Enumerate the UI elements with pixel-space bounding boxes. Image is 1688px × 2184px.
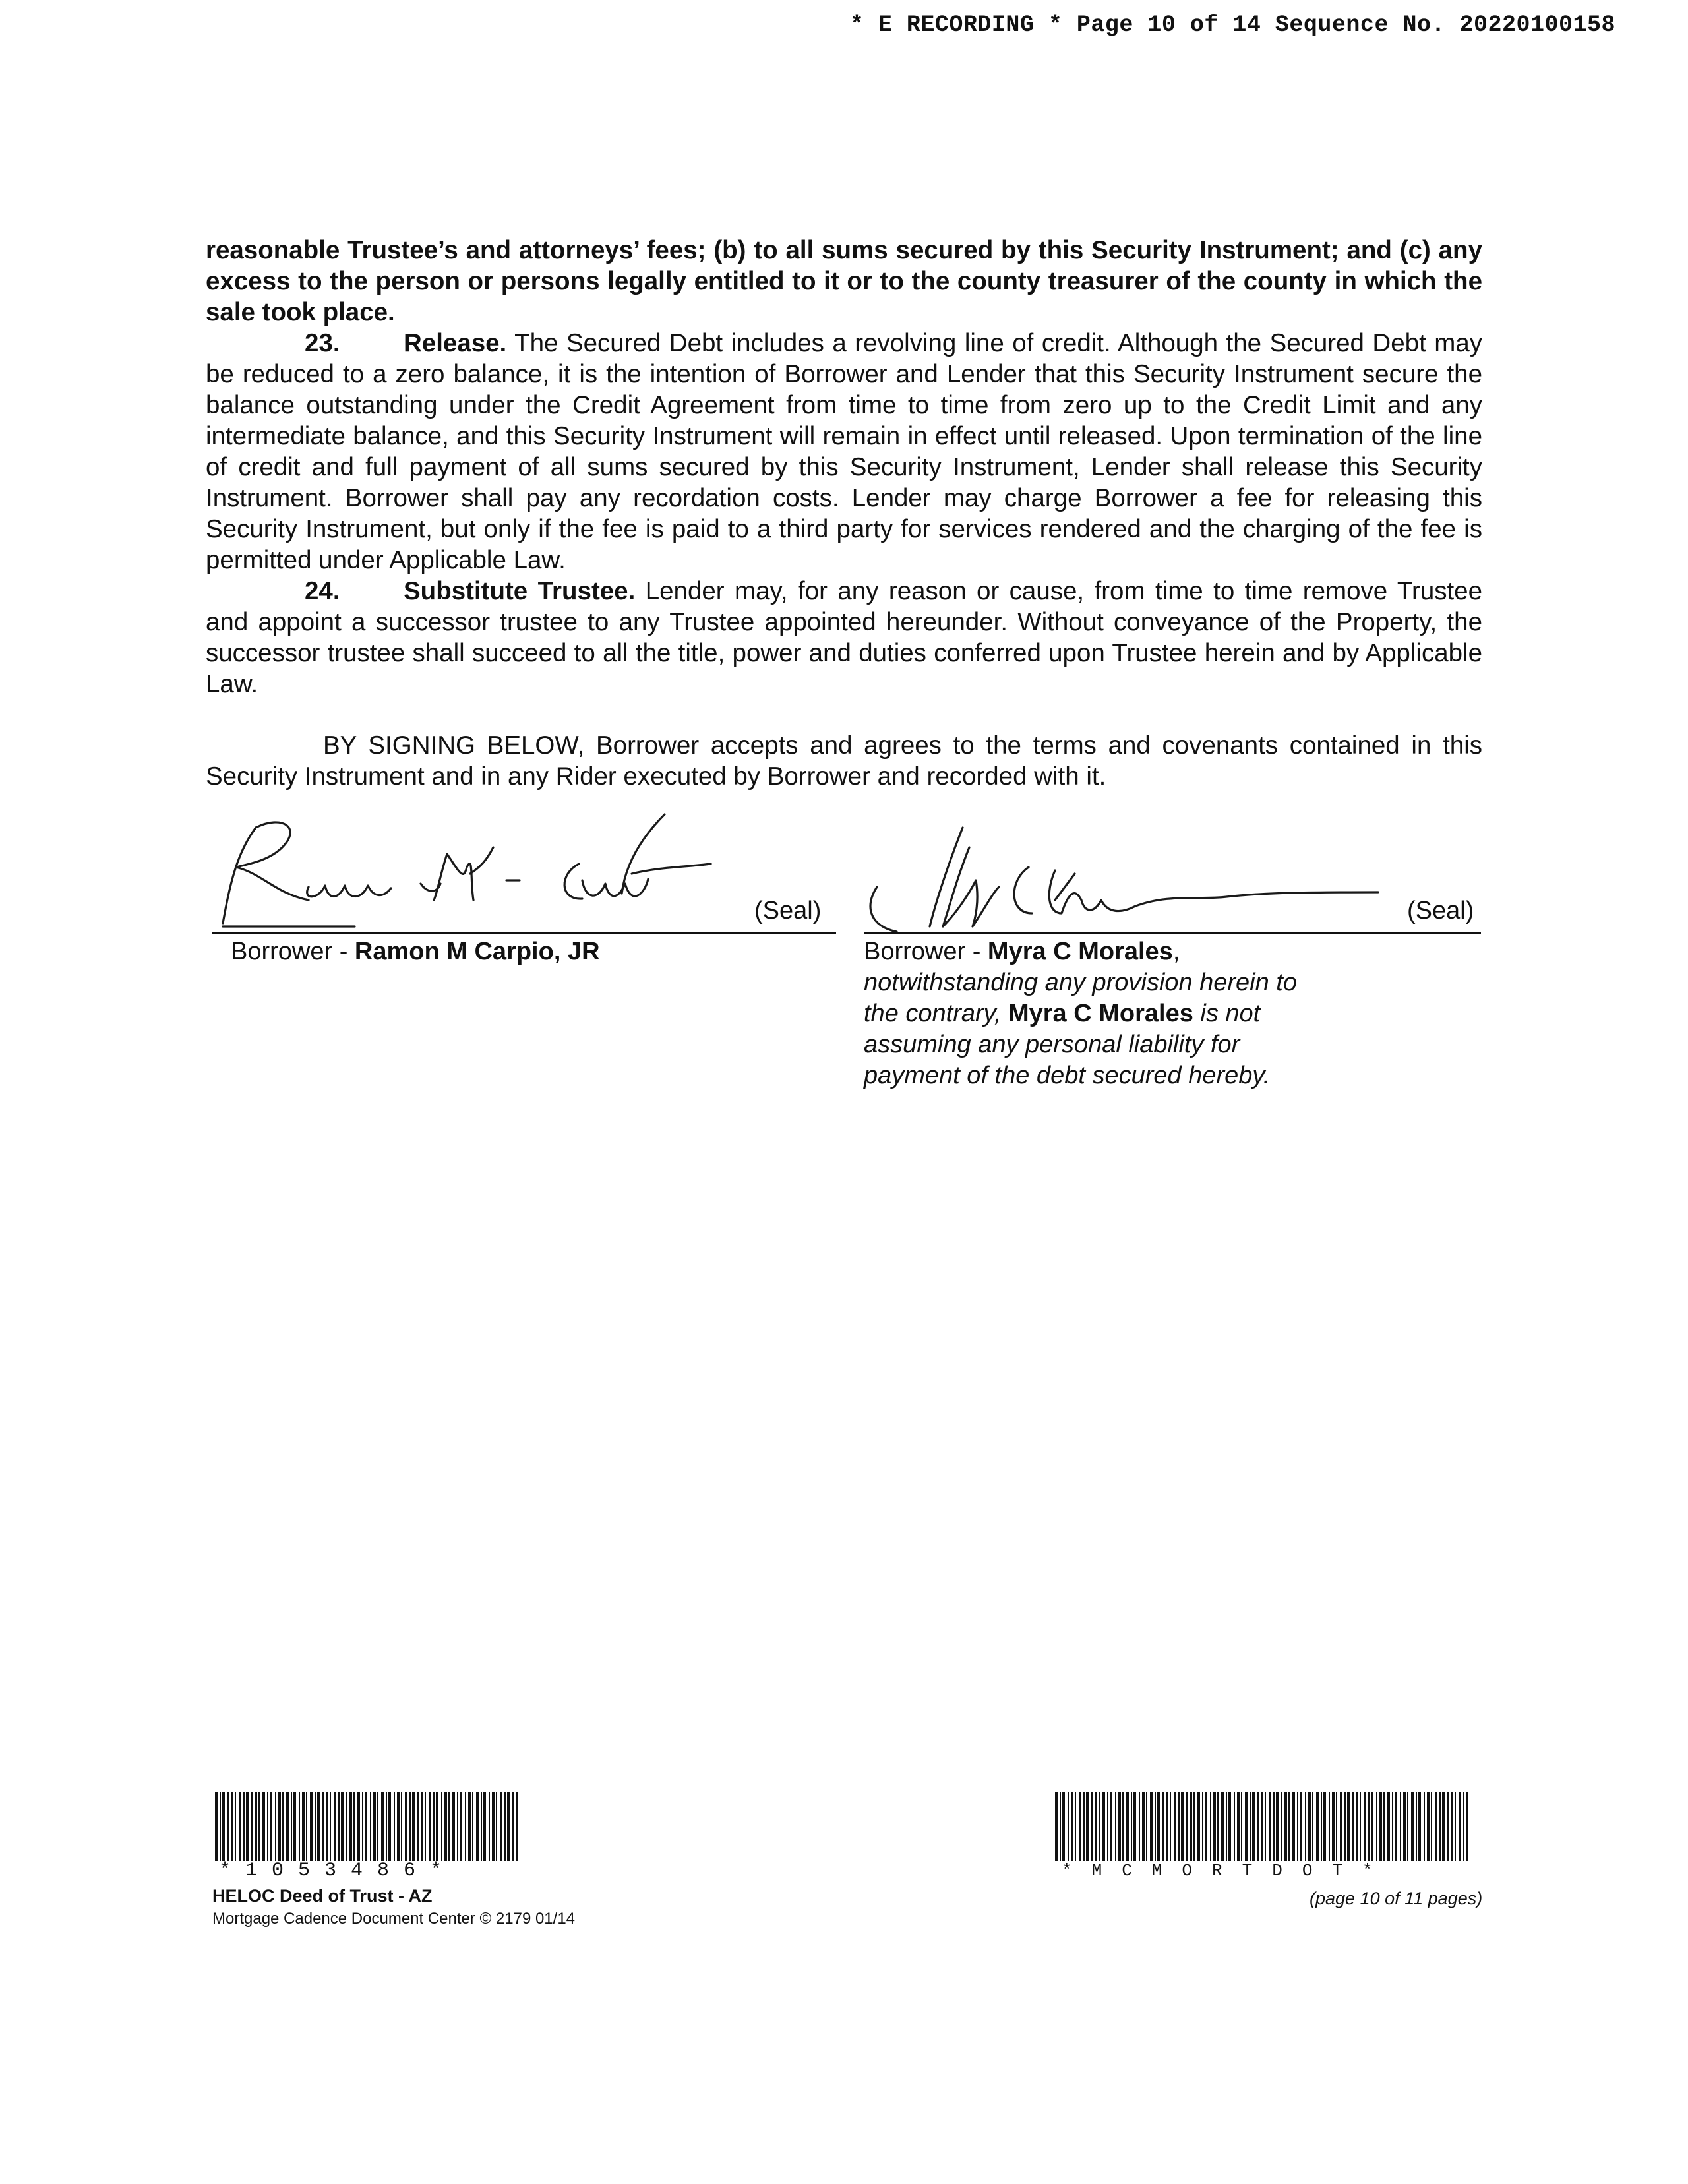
caption-comma: , — [1172, 938, 1180, 965]
section-text: Lender may, for any reason or cause, from time to time remove Trustee and appoint a successor trustee to any Trustee appointed hereunder. Without conveyance of the Property, the successor trustee shall succeed to all the title, power and duties conferred upon Trustee herein and by Applicable Law. — [206, 577, 1483, 698]
barcode-left-text: *1053486* — [219, 1860, 457, 1882]
note-part-1: notwithstanding any provision herein to the contrary, — [864, 969, 1297, 1027]
signature-line-left — [212, 932, 836, 934]
signature-ramon-carpio — [210, 801, 764, 933]
barcode-right-text: *MCMORTDOT* — [1062, 1861, 1393, 1881]
borrower-caption-right — [864, 936, 1180, 967]
intro-paragraph: reasonable Trustee’s and attorneys’ fees; (b) to all sums secured by this Security Instrument; and (c) any excess to the person or persons legally entitled to it or to the county treasurer of the county in which the sale took place. — [206, 236, 1482, 326]
document-body — [206, 235, 1482, 792]
section-title: Substitute Trustee. — [404, 577, 636, 605]
form-title: HELOC Deed of Trust - AZ — [212, 1886, 433, 1906]
liability-note — [864, 967, 1339, 1091]
borrower-name: Myra C Morales — [987, 938, 1173, 965]
recording-header: * E RECORDING * Page 10 of 14 Sequence No. 20220100158 — [849, 12, 1615, 38]
signing-statement: BY SIGNING BELOW, Borrower accepts and agrees to the terms and covenants contained in this Security Instrument and in any Rider executed by Borrower and recorded with it. — [206, 731, 1482, 791]
signature-myra-morales — [857, 814, 1437, 946]
section-24 — [206, 576, 1482, 700]
note-part-2: is not assuming any personal liability for payment of the debt secured hereby. — [864, 1000, 1271, 1089]
borrower-role: Borrower - — [864, 938, 988, 965]
section-title: Release. — [404, 329, 507, 357]
borrower-caption-left — [231, 936, 600, 967]
section-number: 23. — [305, 329, 340, 357]
signature-line-right — [864, 932, 1481, 934]
section-number: 24. — [305, 577, 340, 605]
seal-right: (Seal) — [1407, 897, 1474, 925]
seal-left: (Seal) — [754, 897, 822, 925]
page-info: (page 10 of 11 pages) — [1310, 1889, 1483, 1908]
borrower-name: Ramon M Carpio, JR — [354, 938, 600, 965]
section-text: The Secured Debt includes a revolving line of credit. Although the Secured Debt may be reduced to a zero balance, it is the intention of Borrower and Lender that this Security Instrument secure the balance outstanding under the Credit Agreement from time to time from zero up to the Credit Limit and any intermediate balance, and this Security Instrument will remain in effect until released. Upon termination of the line of credit and full payment of all sums secured by this Security Instrument, Lender shall release this Security Instrument. Borrower shall pay any recordation costs. Lender may charge Borrower a fee for releasing this Security Instrument, but only if the fee is paid to a third party for services rendered and the charging of the fee is permitted under Applicable Law. — [206, 329, 1482, 574]
barcode-left — [215, 1792, 520, 1861]
section-23 — [206, 328, 1482, 576]
barcode-right — [1055, 1792, 1470, 1861]
form-source: Mortgage Cadence Document Center © 2179 01/14 — [212, 1910, 576, 1927]
note-name: Myra C Morales — [1008, 1000, 1193, 1027]
borrower-role: Borrower - — [231, 938, 355, 965]
